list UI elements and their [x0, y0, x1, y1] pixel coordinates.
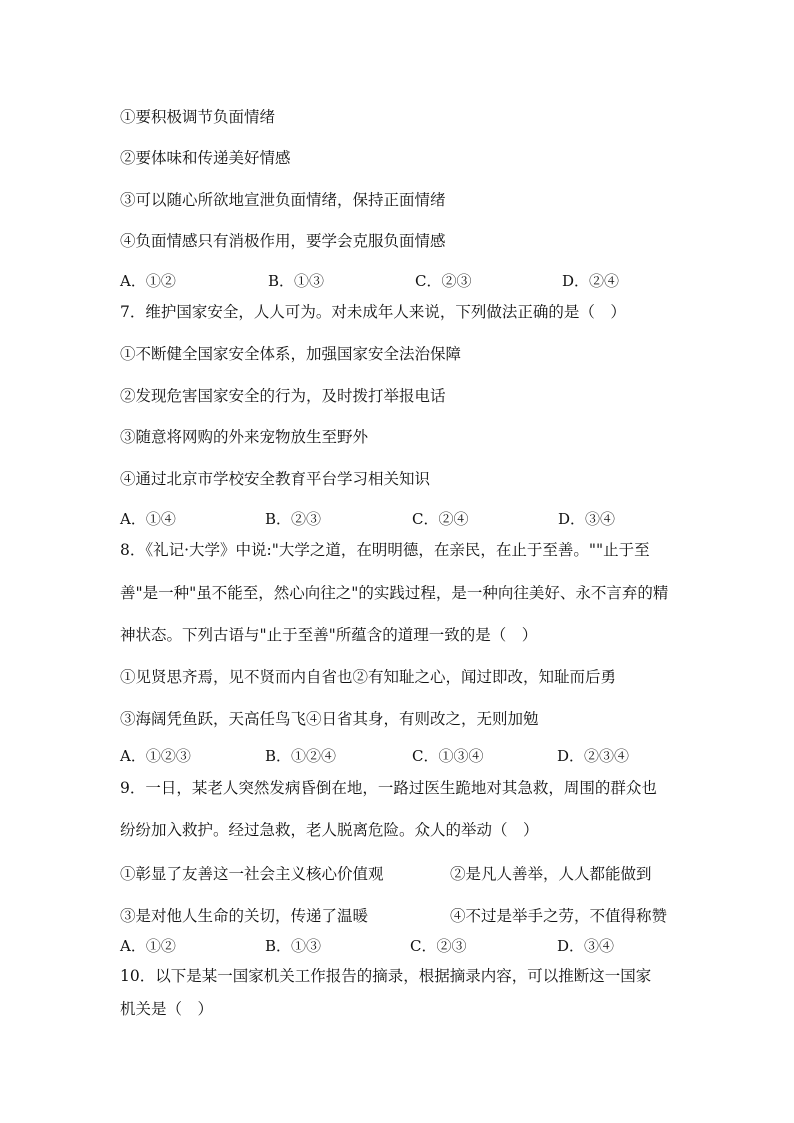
q9-item-3: ③是对他人生命的关切，传递了温暖	[120, 907, 369, 925]
q6-option-d: D．②④	[562, 272, 620, 290]
q9-option-a: A．①②	[120, 937, 176, 955]
q10-stem-line-2: 机关是（ ）	[120, 1000, 214, 1018]
q7-option-a: A．①④	[120, 510, 176, 528]
q7-option-b: B．②③	[265, 510, 322, 528]
q8-option-d: D．②③④	[557, 747, 630, 765]
q8-option-a: A．①②③	[120, 747, 191, 765]
q7-option-d: D．③④	[558, 510, 616, 528]
q7-option-c: C．②④	[412, 510, 469, 528]
q8-stem-line-3: 神状态。下列古语与"止于至善"所蕴含的道理一致的是（ ）	[120, 626, 538, 644]
q9-item-4: ④不过是举手之劳，不值得称赞	[450, 907, 668, 925]
q7-stem: 7．维护国家安全，人人可为。对未成年人来说，下列做法正确的是（ ）	[120, 303, 626, 321]
q9-option-d: D．③④	[557, 937, 615, 955]
q7-options	[120, 508, 680, 528]
q7-item-2: ②发现危害国家安全的行为，及时拨打举报电话	[120, 387, 446, 405]
q7-item-3: ③随意将网购的外来宠物放生至野外	[120, 428, 369, 446]
q9-items-row-2	[120, 904, 680, 924]
q9-options	[120, 935, 680, 955]
q6-option-c: C．②③	[415, 272, 472, 290]
q9-stem-line-1: 9．一日，某老人突然发病昏倒在地，一路过医生跪地对其急救，周围的群众也	[120, 779, 657, 797]
q8-option-b: B．①②④	[265, 747, 337, 765]
q9-option-b: B．①③	[265, 937, 322, 955]
q8-options	[120, 745, 680, 765]
q10-stem-line-1: 10．以下是某一国家机关工作报告的摘录，根据摘录内容，可以推断这一国家	[120, 967, 652, 985]
q9-option-c: C．②③	[410, 937, 467, 955]
q9-items-row-1	[120, 862, 680, 882]
q8-stem-line-1: 8．《礼记·大学》中说:"大学之道，在明明德，在亲民，在止于至善。""止于至	[120, 541, 650, 559]
q6-item-3: ③可以随心所欲地宣泄负面情绪，保持正面情绪	[120, 191, 446, 209]
q6-option-a: A．①②	[120, 272, 176, 290]
q6-options	[120, 270, 680, 290]
q6-option-b: B．①③	[268, 272, 325, 290]
q6-item-1: ①要积极调节负面情绪	[120, 108, 276, 126]
q8-option-c: C．①③④	[412, 747, 484, 765]
q8-item-line-2: ③海阔凭鱼跃，天高任鸟飞④日省其身，有则改之，无则加勉	[120, 710, 539, 728]
q6-item-4: ④负面情感只有消极作用，要学会克服负面情感	[120, 232, 446, 250]
q9-item-2: ②是凡人善举，人人都能做到	[450, 865, 652, 883]
q8-item-line-1: ①见贤思齐焉，见不贤而内自省也②有知耻之心，闻过即改，知耻而后勇	[120, 668, 617, 686]
q6-item-2: ②要体味和传递美好情感	[120, 149, 291, 167]
q7-item-1: ①不断健全国家安全体系，加强国家安全法治保障	[120, 345, 462, 363]
q9-item-1: ①彰显了友善这一社会主义核心价值观	[120, 865, 384, 883]
q7-item-4: ④通过北京市学校安全教育平台学习相关知识	[120, 470, 431, 488]
q9-stem-line-2: 纷纷加入救护。经过急救，老人脱离危险。众人的举动（ ）	[120, 821, 539, 839]
q8-stem-line-2: 善"是一种"虽不能至，然心向往之"的实践过程，是一种向往美好、永不言弃的精	[120, 584, 669, 602]
